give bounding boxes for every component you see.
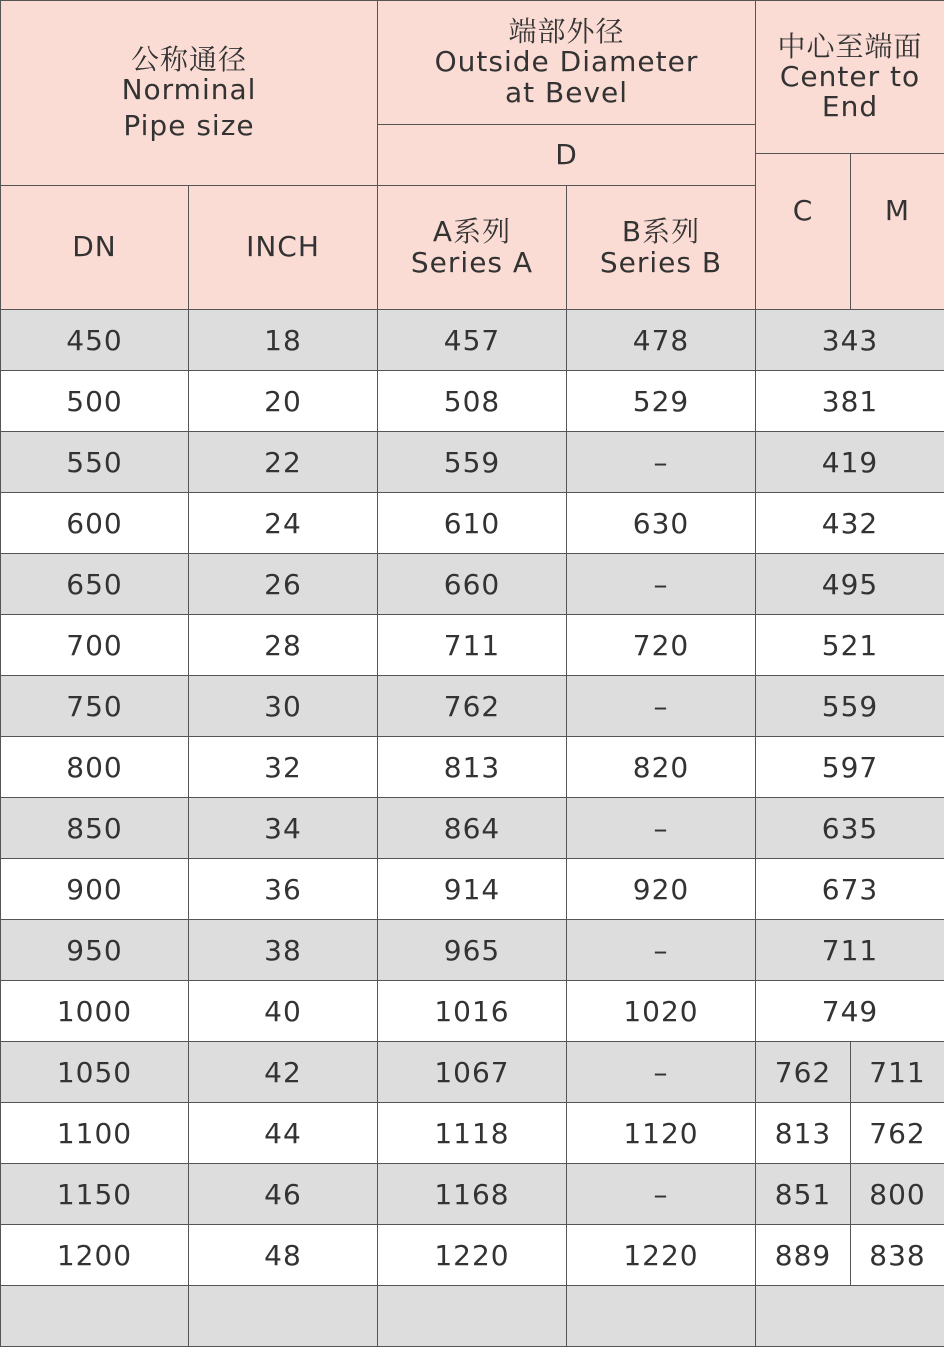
pipe-size-en-1: Norminal [121,72,257,106]
series-b-cell: – [567,798,756,859]
inch-cell: 44 [189,1103,378,1164]
table-row [1,798,944,859]
pipe-size-cn: 公称通径 [130,42,247,76]
table-row [1,859,944,920]
inch-cell: 20 [189,371,378,432]
c-column-header [756,154,851,310]
empty-cell-3 [378,1286,567,1347]
series-a-cell: 1067 [378,1042,567,1103]
series-a-cell: 1168 [378,1164,567,1225]
table-row [1,615,944,676]
inch-cell: 26 [189,554,378,615]
empty-cell-2 [189,1286,378,1347]
pipe-size-header [1,1,378,186]
empty-cell-5 [756,1286,944,1347]
dn-cell: 600 [1,493,189,554]
dn-cell: 1150 [1,1164,189,1225]
table-row [1,554,944,615]
table-row [1,1164,944,1225]
table-row [1,1042,944,1103]
dn-cell: 750 [1,676,189,737]
inch-cell: 36 [189,859,378,920]
center-to-end-cell: 597 [756,737,944,798]
series-b-cell: 478 [567,310,756,371]
c-cell: 851 [756,1164,851,1225]
series-a-cell: 1118 [378,1103,567,1164]
outside-diameter-en-2: at Bevel [504,75,629,109]
series-b-cell: – [567,676,756,737]
series-b-cell: 1020 [567,981,756,1042]
center-to-end-cell: 673 [756,859,944,920]
series-a-column-header [378,186,567,310]
series-b-en: Series B [599,245,723,279]
table-row [1,1225,944,1286]
m-cell: 800 [851,1164,944,1225]
series-a-cell: 965 [378,920,567,981]
table-row [1,737,944,798]
table-row [1,493,944,554]
diameter-symbol: D [555,137,578,171]
m-cell: 711 [851,1042,944,1103]
empty-cell-1 [1,1286,189,1347]
center-to-end-cell: 749 [756,981,944,1042]
inch-cell: 34 [189,798,378,859]
center-to-end-cell: 559 [756,676,944,737]
dn-cell: 450 [1,310,189,371]
series-a-cell: 457 [378,310,567,371]
dn-cell: 700 [1,615,189,676]
series-b-cn: B系列 [621,215,701,249]
series-b-cell: – [567,554,756,615]
table-row [1,371,944,432]
series-b-cell: 920 [567,859,756,920]
series-b-cell: 529 [567,371,756,432]
inch-column-header [189,186,378,310]
center-to-end-cell: 495 [756,554,944,615]
series-b-cell: – [567,920,756,981]
table-row [1,310,944,371]
series-a-cell: 1220 [378,1225,567,1286]
series-b-cell: 630 [567,493,756,554]
table-row [1,981,944,1042]
dn-cell: 500 [1,371,189,432]
c-cell: 889 [756,1225,851,1286]
inch-cell: 18 [189,310,378,371]
center-to-end-en-1: Center to [779,59,921,93]
series-b-cell: 1220 [567,1225,756,1286]
dn-cell: 1100 [1,1103,189,1164]
series-b-cell: – [567,432,756,493]
dn-cell: 900 [1,859,189,920]
outside-diameter-cn: 端部外径 [508,15,625,49]
m-label: M [884,194,911,228]
inch-cell: 22 [189,432,378,493]
inch-cell: 30 [189,676,378,737]
inch-cell: 46 [189,1164,378,1225]
series-b-cell: 1120 [567,1103,756,1164]
center-to-end-cell: 711 [756,920,944,981]
dn-cell: 1200 [1,1225,189,1286]
c-label: C [792,194,814,228]
outside-diameter-en-1: Outside Diameter [434,45,699,79]
empty-row [1,1286,944,1347]
series-a-cell: 660 [378,554,567,615]
pipe-size-en-2: Pipe size [123,109,255,143]
dn-cell: 950 [1,920,189,981]
series-a-cell: 711 [378,615,567,676]
c-cell: 762 [756,1042,851,1103]
series-b-cell: 820 [567,737,756,798]
series-b-cell: – [567,1164,756,1225]
series-a-cell: 559 [378,432,567,493]
inch-cell: 48 [189,1225,378,1286]
table-row [1,432,944,493]
series-a-cell: 813 [378,737,567,798]
center-to-end-cell: 635 [756,798,944,859]
series-a-cell: 762 [378,676,567,737]
dn-cell: 1050 [1,1042,189,1103]
dn-label: DN [72,230,117,264]
center-to-end-cell: 419 [756,432,944,493]
table-row [1,1103,944,1164]
center-to-end-header [756,1,944,154]
m-column-header [851,154,944,310]
dn-column-header [1,186,189,310]
dn-cell: 1000 [1,981,189,1042]
table-row [1,676,944,737]
inch-cell: 28 [189,615,378,676]
inch-label: INCH [246,230,320,264]
dn-cell: 850 [1,798,189,859]
center-to-end-cn: 中心至端面 [777,29,923,63]
inch-cell: 42 [189,1042,378,1103]
center-to-end-cell: 381 [756,371,944,432]
series-a-cell: 864 [378,798,567,859]
dn-cell: 550 [1,432,189,493]
series-a-cell: 508 [378,371,567,432]
inch-cell: 38 [189,920,378,981]
inch-cell: 24 [189,493,378,554]
dn-cell: 650 [1,554,189,615]
series-a-cell: 1016 [378,981,567,1042]
center-to-end-cell: 343 [756,310,944,371]
series-a-cn: A系列 [432,215,512,249]
series-a-en: Series A [410,245,534,279]
diameter-symbol-header [378,125,756,186]
empty-cell-4 [567,1286,756,1347]
inch-cell: 40 [189,981,378,1042]
table-row [1,920,944,981]
center-to-end-en-2: End [821,90,879,124]
outside-diameter-header [378,1,756,125]
series-a-cell: 914 [378,859,567,920]
c-cell: 813 [756,1103,851,1164]
series-b-column-header [567,186,756,310]
dn-cell: 800 [1,737,189,798]
inch-cell: 32 [189,737,378,798]
series-b-cell: – [567,1042,756,1103]
series-a-cell: 610 [378,493,567,554]
series-b-cell: 720 [567,615,756,676]
m-cell: 838 [851,1225,944,1286]
center-to-end-cell: 521 [756,615,944,676]
center-to-end-cell: 432 [756,493,944,554]
m-cell: 762 [851,1103,944,1164]
